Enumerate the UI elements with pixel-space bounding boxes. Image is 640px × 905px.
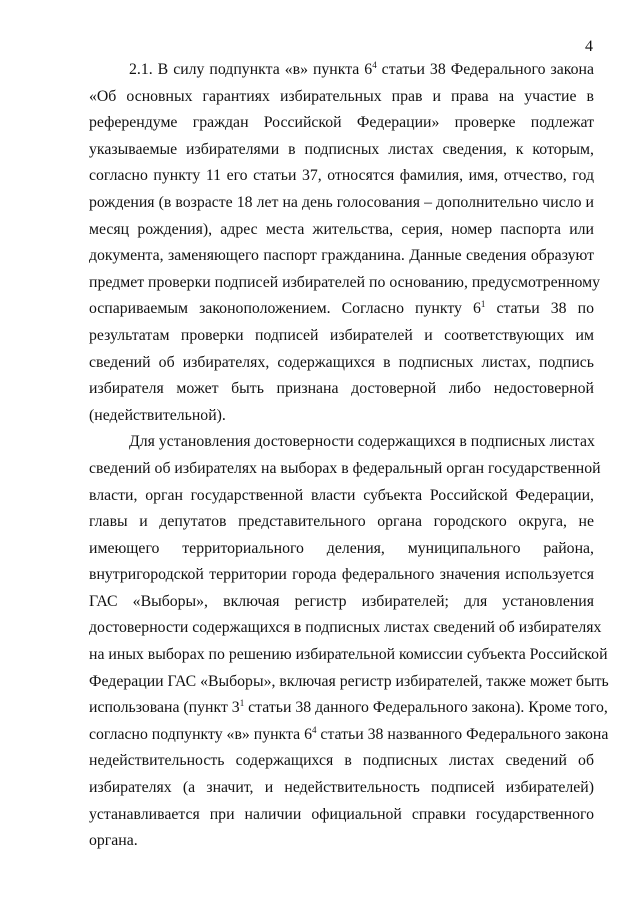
text-line	[89, 57, 594, 84]
text-line	[89, 483, 594, 510]
text-segment: документа, заменяющего паспорт гражданина. Данные сведения образуют	[89, 247, 594, 265]
text-line	[89, 296, 594, 323]
text-line	[89, 403, 594, 430]
text-line	[89, 775, 594, 802]
text-line	[89, 562, 594, 589]
text-segment: имеющего территориального деления, муниципального района,	[89, 539, 594, 557]
text-segment: избирателях (а значит, и недействительность подписей избирателей)	[89, 779, 594, 797]
text-segment: на иных выборах по решению избирательной комиссии субъекта Российской	[89, 646, 608, 664]
text-line	[89, 190, 594, 217]
text-segment: избирателя может быть признана достоверной либо недостоверной	[89, 380, 594, 398]
text-line	[89, 695, 608, 722]
superscript: 1	[480, 299, 486, 310]
text-line	[89, 509, 594, 536]
text-segment: 2.1. В силу подпункта «в» пункта 6	[129, 61, 373, 78]
text-segment: оспариваемым законоположением. Согласно пункту 6	[89, 300, 481, 318]
text-segment: референдуме граждан Российской Федерации» проверке подлежат	[89, 114, 594, 132]
text-line	[89, 456, 601, 483]
text-line	[89, 270, 601, 297]
text-line	[89, 589, 594, 616]
text-segment: недействительность содержащихся в подписных листах сведений об	[89, 752, 594, 770]
text-segment: результатам проверки подписей избирателей и соответствующих им	[89, 326, 594, 344]
text-segment: предмет проверки подписей избирателей по основанию, предусмотренному	[89, 273, 601, 291]
page-number: 4	[585, 38, 593, 55]
superscript: 4	[372, 60, 377, 70]
paragraph-2	[89, 429, 609, 855]
text-segment: сведений об избирателях, содержащихся в подписных листах, подпись	[89, 353, 594, 371]
text-segment: органа.	[89, 832, 138, 850]
paragraph-1	[89, 57, 601, 429]
text-segment: главы и депутатов представительного органа городского округа, не	[89, 513, 594, 531]
text-segment: указываемые избирателями в подписных листах сведения, к которым,	[89, 140, 594, 158]
text-segment: статьи 38 данного Федерального закона). Кроме того,	[244, 699, 608, 717]
text-line	[89, 217, 594, 244]
text-segment: Для установления достоверности содержащихся в подписных листах	[129, 433, 595, 451]
text-segment: статьи 38 по	[485, 300, 595, 318]
text-line	[89, 137, 594, 164]
superscript: 4	[311, 724, 317, 735]
text-line	[89, 376, 594, 403]
text-line	[89, 748, 594, 775]
text-line	[89, 84, 594, 111]
text-segment: статьи 38 Федерального закона	[376, 61, 594, 78]
text-segment: внутригородской территории города федерального значения используется	[89, 566, 594, 584]
text-line	[89, 536, 594, 563]
text-segment: устанавливается при наличии официальной справки государственного	[89, 805, 594, 823]
text-segment: рождения (в возрасте 18 лет на день голосования – дополнительно число и	[89, 193, 594, 211]
text-segment: месяц рождения), адрес места жительства, серия, номер паспорта или	[89, 220, 594, 238]
text-line	[89, 163, 594, 190]
text-line	[89, 722, 609, 749]
text-segment: сведений об избирателях на выборах в федеральный орган государственной	[89, 459, 601, 477]
text-segment: достоверности содержащихся в подписных листах сведений об избирателях	[89, 619, 602, 637]
text-line	[89, 110, 594, 137]
text-line	[89, 669, 609, 696]
text-segment: (недействительной).	[89, 406, 226, 424]
text-segment: Федерации ГАС «Выборы», включая регистр избирателей, также может быть	[89, 672, 609, 690]
text-segment: согласно пункту 11 его статьи 37, относятся фамилия, имя, отчество, год	[89, 167, 594, 185]
text-segment: согласно подпункту «в» пункта 6	[89, 725, 312, 743]
text-segment: статьи 38 названного Федерального закона	[316, 725, 609, 743]
text-line	[89, 642, 608, 669]
document-body	[89, 57, 609, 855]
text-segment: «Об основных гарантиях избирательных прав и права на участие в	[89, 87, 594, 105]
text-line	[89, 350, 594, 377]
text-segment: власти, орган государственной власти субъекта Российской Федерации,	[89, 486, 594, 504]
text-line	[89, 615, 602, 642]
text-line	[89, 323, 594, 350]
text-line	[89, 429, 594, 456]
text-line	[89, 828, 594, 855]
text-segment: ГАС «Выборы», включая регистр избирателей; для установления	[89, 592, 594, 610]
text-line	[89, 802, 594, 829]
text-segment: использована (пункт 3	[89, 699, 240, 717]
superscript: 1	[239, 698, 245, 709]
text-line	[89, 243, 594, 270]
